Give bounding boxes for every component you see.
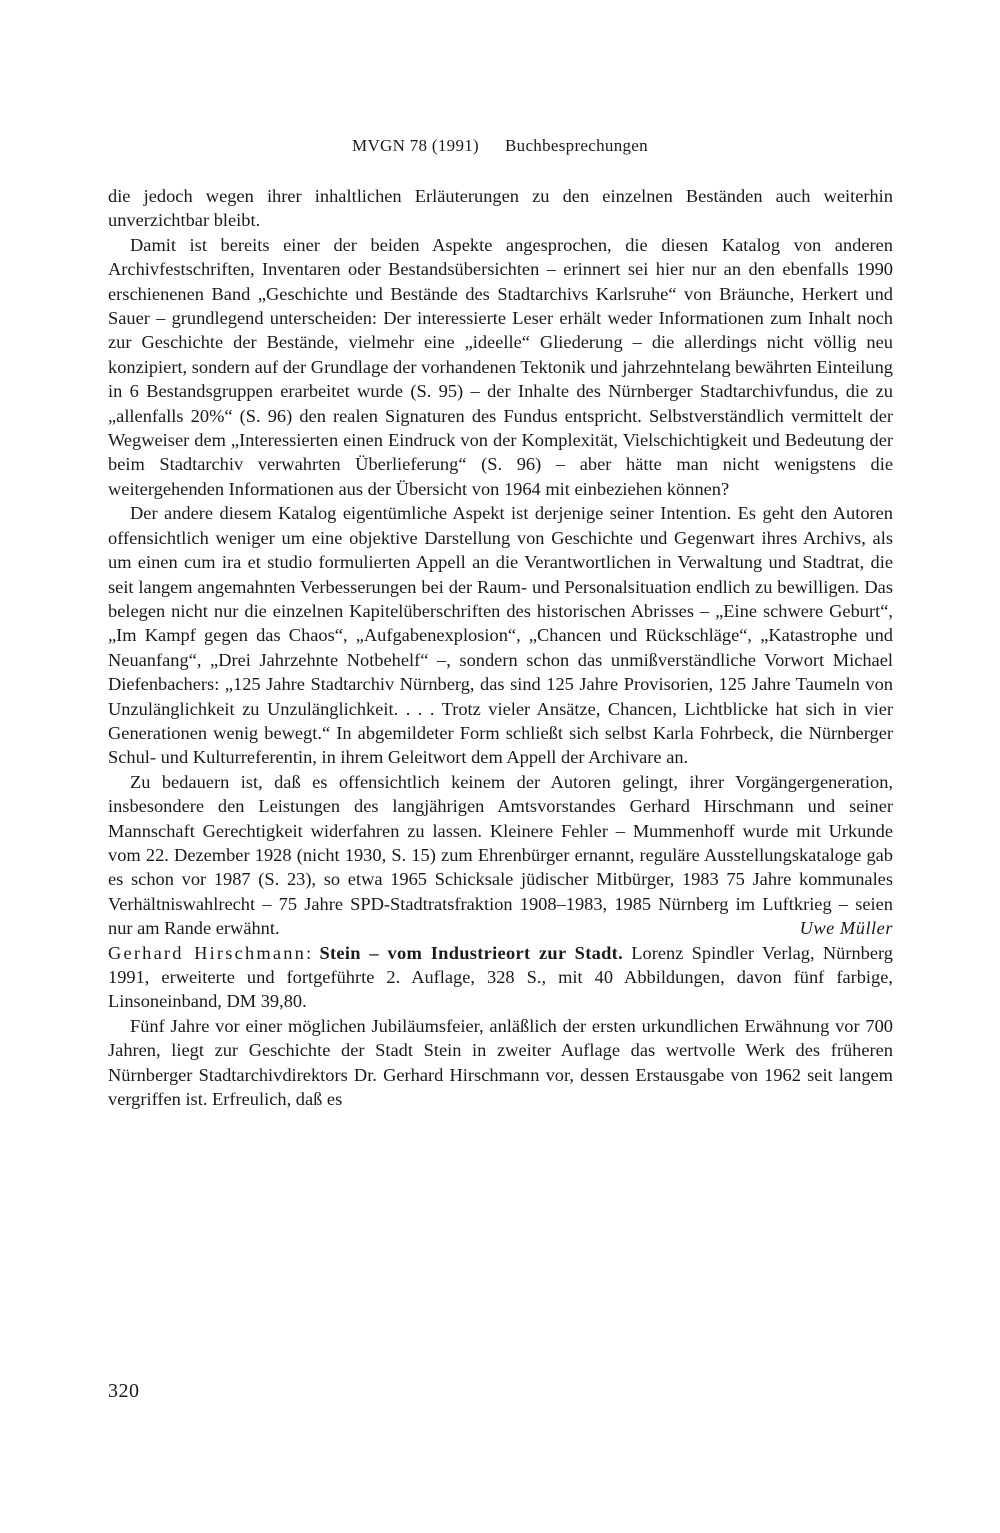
page-body bbox=[108, 184, 893, 1111]
review-paragraph: Fünf Jahre vor einer möglichen Jubiläumsfeier, anläßlich der ersten urkundlichen Erwähnung vor 700 Jahren, liegt zur Geschichte der Stadt Stein in zweiter Auflage das wertvolle Werk des früheren Nürnberger Stadtarchivdirektors Dr. Gerhard Hirschmann vor, dessen Erstausgabe von 1962 seit langem vergriffen ist. Erfreulich, daß es bbox=[108, 1015, 893, 1110]
review-author: Gerhard Hirschmann bbox=[108, 942, 307, 963]
paragraph-text: Zu bedauern ist, daß es offensichtlich keinem der Autoren gelingt, ihrer Vorgängergeneration, insbesondere den Leistungen des langjährigen Amtsvorstandes Gerhard Hirschmann und seiner Mannschaft Gerechtigkeit widerfahren zu lassen. Kleinere Fehler – Mummenhoff wurde mit Urkunde vom 22. Dezember 1928 (nicht 1930, S. 15) zum Ehrenbürger ernannt, reguläre Ausstellungskataloge gab es schon vor 1987 (S. 23), so etwa 1965 Schicksale jüdischer Mitbürger, 1983 75 Jahre kommunales Verhältniswahlrecht – 75 Jahre SPD-Stadtratsfraktion 1908–1983, 1985 Nürnberg im Luftkrieg – seien nur am Rande erwähnt. bbox=[108, 771, 893, 939]
reviewer-signature: Uwe Müller bbox=[799, 918, 893, 939]
paragraph: Der andere diesem Katalog eigentümliche Aspekt ist derjenige seiner Intention. Es geht den Autoren offensichtlich weniger um eine objektive Darstellung von Geschichte und Gegenwart ihres Archivs, als um einen cum ira et studio formulierten Appell an die Verantwortlichen in Verwaltung und Stadtrat, die seit langem angemahnten Verbesserungen bei der Raum- und Personalsituation endlich zu bewilligen. Das belegen nicht nur die einzelnen Kapitelüberschriften des historischen Abrisses – „Eine schwere Geburt“, „Im Kampf gegen das Chaos“, „Aufgabenexplosion“, „Chancen und Rückschläge“, „Katastrophe und Neuanfang“, „Drei Jahrzehnte Notbehelf“ –, sondern schon das unmißverständliche Vorwort Michael Diefenbachers: „125 Jahre Stadtarchiv Nürnberg, das sind 125 Jahre Provisorien, 125 Jahre Taumeln von Unzulänglichkeit zu Unzulänglichkeit. . . . Trotz vieler Ansätze, Chancen, Lichtblicke hat sich in vier Generationen wenig bewegt.“ In abgemildeter Form schließt sich selbst Karla Fohrbeck, die Nürnberger Schul- und Kulturreferentin, in ihrem Geleitwort dem Appell der Archivare an. bbox=[108, 503, 893, 768]
running-header bbox=[0, 136, 1000, 156]
section-title: Buchbesprechungen bbox=[505, 136, 648, 155]
review-book-title: Stein – vom Industrieort zur Stadt. bbox=[319, 942, 623, 963]
review-citation: Gerhard Hirschmann: Stein – vom Industrieort zur Stadt. Lorenz Spindler Verlag, Nürnberg 1991, erweiterte und fortgeführte 2. Auflage, 328 S., mit 40 Abbildungen, davon fünf farbige, Linsoneinband, DM 39,80. bbox=[108, 942, 893, 1012]
review-publication-details: Lorenz Spindler Verlag, Nürnberg 1991, erweiterte und fortgeführte 2. Auflage, 328 S., mit 40 Abbildungen, davon fünf farbige, Linsoneinband, DM 39,80. bbox=[108, 942, 893, 1012]
page-number: 320 bbox=[108, 1380, 140, 1402]
paragraph-continued: die jedoch wegen ihrer inhaltlichen Erläuterungen zu den einzelnen Beständen auch weiterhin unverzichtbar bleibt. bbox=[108, 186, 893, 231]
journal-reference: MVGN 78 (1991) bbox=[352, 136, 479, 155]
paragraph: Damit ist bereits einer der beiden Aspekte angesprochen, die diesen Katalog von anderen Archivfestschriften, Inventaren oder Bestandsübersichten – erinnert sei hier nur an den ebenfalls 1990 erschienenen Band „Geschichte und Bestände des Stadtarchivs Karlsruhe“ von Bräunche, Herkert und Sauer – grundlegend unterscheiden: Der interessierte Leser erhält weder Informationen zum Inhalt noch zur Geschichte der Bestände, vielmehr eine „ideelle“ Gliederung – die allerdings nicht völlig neu konzipiert, sondern auf der Grundlage der vorhandenen Tektonik und jahrzehntelang bewährten Einteilung in 6 Bestandsgruppen erarbeitet wurde (S. 95) – der Inhalte des Nürnberger Stadtarchivfundus, die zu „allenfalls 20%“ (S. 96) den realen Signaturen des Fundus entspricht. Selbstverständlich vermittelt der Wegweiser dem „Interessierten einen Eindruck von der Komplexität, Vielschichtigkeit und Bedeutung der beim Stadtarchiv verwahrten Überlieferung“ (S. 96) – aber hätte man nicht wenigstens die weitergehenden Informationen aus der Übersicht von 1964 mit einbeziehen können? bbox=[108, 234, 893, 499]
paragraph-last bbox=[108, 770, 893, 941]
